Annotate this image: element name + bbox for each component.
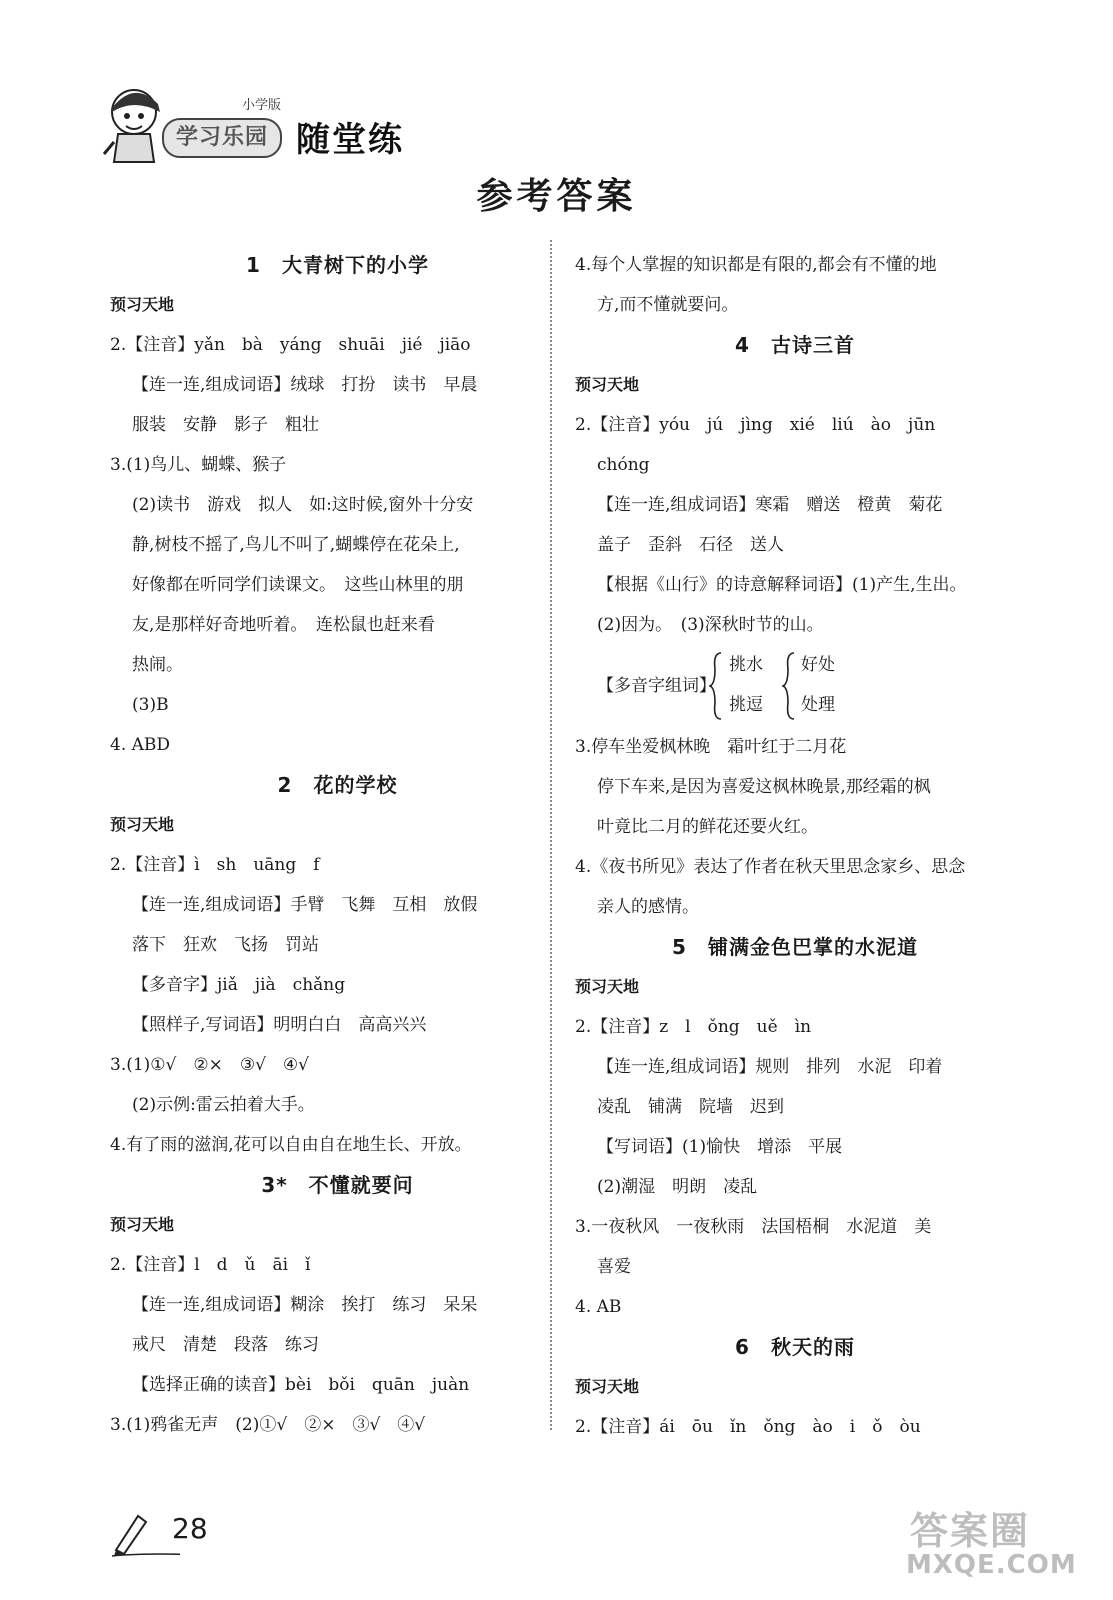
answer-line: (3)B bbox=[132, 695, 169, 715]
answer-line: (2)因为。 (3)深秋时节的山。 bbox=[597, 615, 824, 635]
answer-line: 喜爱 bbox=[597, 1257, 631, 1277]
section-subtitle: 预习天地 bbox=[110, 1215, 175, 1234]
brace-icon bbox=[782, 651, 796, 721]
answer-line: 3.停车坐爱枫林晚 霜叶红于二月花 bbox=[575, 737, 847, 757]
page-title: 参考答案 bbox=[476, 176, 637, 217]
polyphone-label: 【多音字组词】 bbox=[597, 676, 716, 696]
answer-line: 【写词语】(1)愉快 增添 平展 bbox=[597, 1137, 843, 1157]
watermark-url: MXQE.COM bbox=[906, 1550, 1077, 1580]
answer-line: 【选择正确的读音】bèi bǒi quān juàn bbox=[132, 1375, 470, 1395]
answer-line: (2)读书 游戏 拟人 如:这时候,窗外十分安 bbox=[132, 495, 474, 515]
section-title: 3* 不懂就要问 bbox=[261, 1173, 414, 1197]
brand-badge: 学习乐园 bbox=[162, 118, 282, 158]
answer-line: (2)示例:雷云拍着大手。 bbox=[132, 1095, 315, 1115]
answer-line: 友,是那样好奇地听着。 连松鼠也赶来看 bbox=[132, 615, 435, 635]
answer-line: (2)潮湿 明朗 凌乱 bbox=[597, 1177, 758, 1197]
answer-line: 4. ABD bbox=[110, 735, 171, 755]
watermark bbox=[900, 1500, 1100, 1590]
brace-icon bbox=[709, 651, 723, 721]
answer-line: 【多音字】jiǎ jià chǎng bbox=[132, 975, 346, 995]
section-subtitle: 预习天地 bbox=[110, 815, 175, 834]
answer-line: 【根据《山行》的诗意解释词语】(1)产生,生出。 bbox=[597, 575, 967, 595]
polyphone-group bbox=[575, 645, 1015, 727]
watermark-text: 答案圈 bbox=[910, 1509, 1031, 1553]
answer-line: 4.每个人掌握的知识都是有限的,都会有不懂的地 bbox=[575, 255, 937, 275]
left-column bbox=[110, 245, 565, 1445]
page-number-text: 28 bbox=[172, 1512, 208, 1545]
answer-line: 静,树枝不摇了,鸟儿不叫了,蝴蝶停在花朵上, bbox=[132, 535, 460, 555]
answer-line: 【连一连,组成词语】寒霜 赠送 橙黄 菊花 bbox=[597, 495, 943, 515]
answer-line: 3.(1)①√ ②× ③√ ④√ bbox=[110, 1055, 310, 1075]
brand-badge-small: 小学版 bbox=[242, 98, 282, 113]
section-title: 5 铺满金色巴掌的水泥道 bbox=[672, 935, 918, 959]
section-title: 1 大青树下的小学 bbox=[246, 253, 429, 277]
answer-line: 2.【注音】ì sh uāng f bbox=[110, 855, 320, 875]
answer-line: 【连一连,组成词语】手臂 飞舞 互相 放假 bbox=[132, 895, 478, 915]
brand-title: 随堂练 bbox=[296, 120, 404, 160]
polyphone-word: 挑水 bbox=[729, 655, 763, 675]
answer-line: 2.【注音】yǎn bà yáng shuāi jié jiāo bbox=[110, 335, 471, 355]
section-subtitle: 预习天地 bbox=[575, 375, 640, 394]
section-title: 2 花的学校 bbox=[277, 773, 398, 797]
header bbox=[100, 78, 520, 168]
pencil-icon bbox=[110, 1508, 180, 1558]
section-title: 6 秋天的雨 bbox=[735, 1335, 855, 1359]
section-subtitle: 预习天地 bbox=[575, 977, 640, 996]
section-subtitle: 预习天地 bbox=[110, 295, 175, 314]
section-subtitle: 预习天地 bbox=[575, 1377, 640, 1396]
polyphone-word: 处理 bbox=[801, 695, 835, 715]
answer-line: 2.【注音】z l ǒng uě ìn bbox=[575, 1017, 812, 1037]
answer-line: 好像都在听同学们读课文。 这些山林里的朋 bbox=[132, 575, 464, 595]
answer-line: 3.一夜秋风 一夜秋雨 法国梧桐 水泥道 美 bbox=[575, 1217, 932, 1237]
answer-line: 亲人的感情。 bbox=[597, 897, 699, 917]
answer-line: 【连一连,组成词语】规则 排列 水泥 印着 bbox=[597, 1057, 943, 1077]
section-title: 4 古诗三首 bbox=[735, 333, 855, 357]
answer-line: 叶竟比二月的鲜花还要火红。 bbox=[597, 817, 818, 837]
answer-line: 3.(1)鸟儿、蝴蝶、猴子 bbox=[110, 455, 287, 475]
answer-line: 方,而不懂就要问。 bbox=[597, 295, 739, 315]
polyphone-word: 好处 bbox=[801, 655, 835, 675]
answer-line: 4.《夜书所见》表达了作者在秋天里思念家乡、思念 bbox=[575, 857, 966, 877]
answer-line: 4.有了雨的滋润,花可以自由自在地生长、开放。 bbox=[110, 1135, 472, 1155]
answer-line: 4. AB bbox=[575, 1297, 622, 1317]
answer-line: 【连一连,组成词语】绒球 打扮 读书 早晨 bbox=[132, 375, 478, 395]
answer-line: chóng bbox=[597, 455, 650, 475]
answer-line: 3.(1)鸦雀无声 (2)①√ ②× ③√ ④√ bbox=[110, 1415, 426, 1435]
answer-line: 落下 狂欢 飞扬 罚站 bbox=[132, 935, 319, 955]
answer-line: 停下车来,是因为喜爱这枫林晚景,那经霜的枫 bbox=[597, 777, 931, 797]
answer-line: 2.【注音】ái ōu ǐn ǒng ào i ǒ òu bbox=[575, 1417, 921, 1437]
answer-line: 戒尺 清楚 段落 练习 bbox=[132, 1335, 319, 1355]
page-number bbox=[110, 1508, 250, 1558]
answer-line: 【照样子,写词语】明明白白 高高兴兴 bbox=[132, 1015, 427, 1035]
answer-line: 凌乱 铺满 院墙 迟到 bbox=[597, 1097, 784, 1117]
answer-line: 热闹。 bbox=[132, 655, 183, 675]
answer-line: 服装 安静 影子 粗壮 bbox=[132, 415, 319, 435]
answer-line: 2.【注音】l d ǔ āi ǐ bbox=[110, 1255, 311, 1275]
answer-line: 【连一连,组成词语】糊涂 挨打 练习 呆呆 bbox=[132, 1295, 478, 1315]
right-column bbox=[575, 245, 1015, 1447]
answer-line: 盖子 歪斜 石径 送人 bbox=[597, 535, 784, 555]
polyphone-word: 挑逗 bbox=[729, 695, 763, 715]
answer-line: 2.【注音】yóu jú jìng xié liú ào jūn bbox=[575, 415, 936, 435]
mascot-logo-icon bbox=[100, 78, 170, 168]
